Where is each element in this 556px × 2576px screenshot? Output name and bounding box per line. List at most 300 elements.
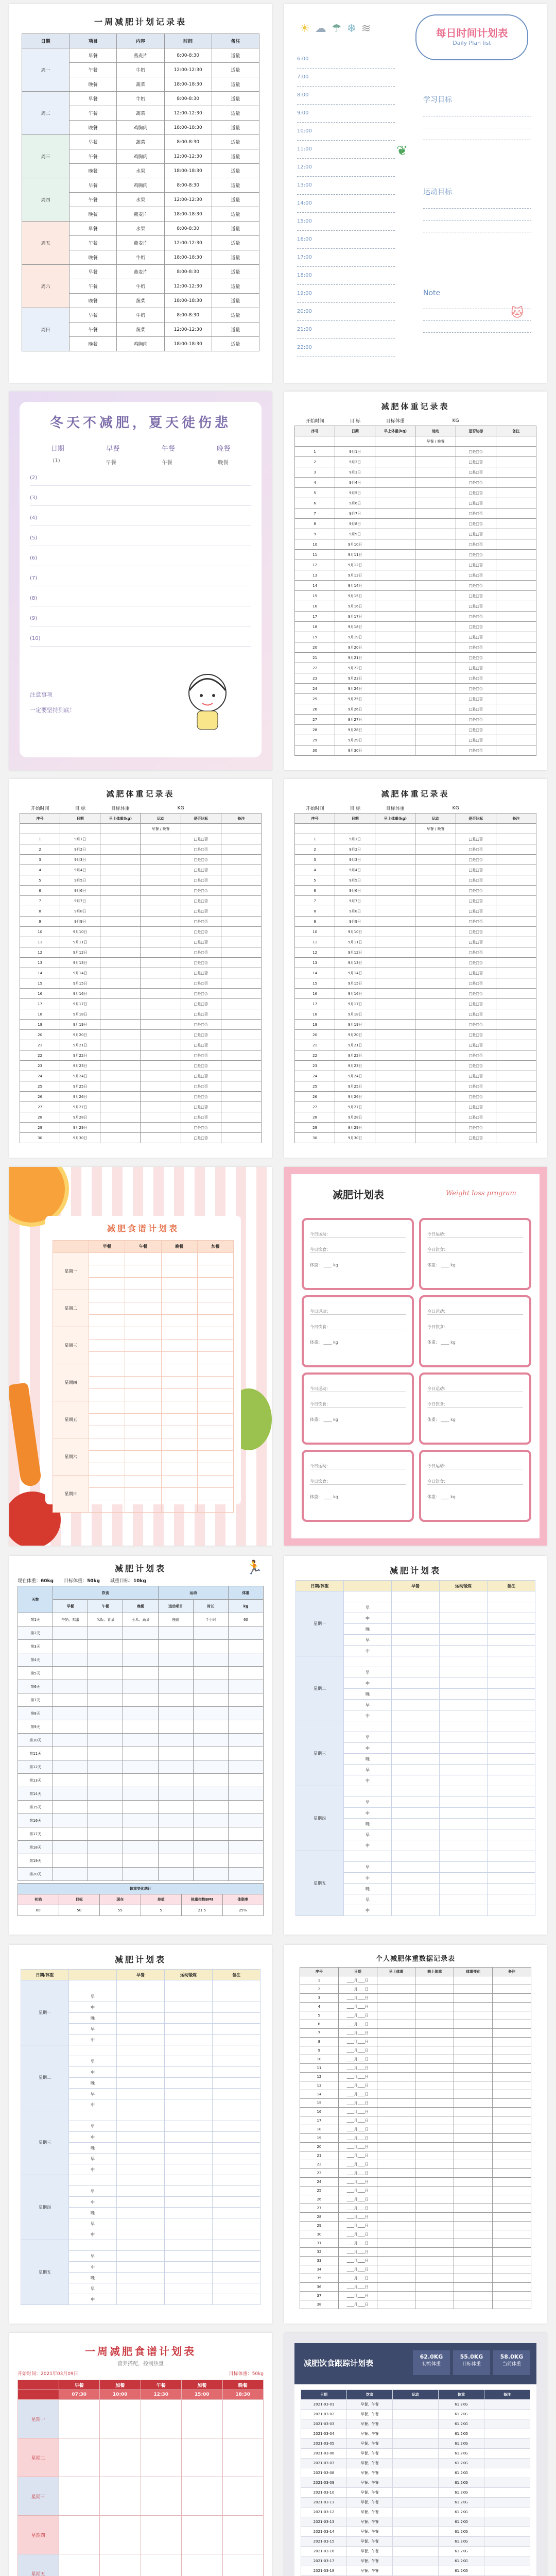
table-row: 29 9月29日 □是□否	[295, 1123, 536, 1133]
table-row: 19 9月19日 □是□否	[295, 632, 536, 642]
table-row: 19 9月19日 □是□否	[295, 1020, 536, 1030]
table-row: 11 9月11日 □是□否	[295, 937, 536, 947]
table-row: 星期五	[21, 2240, 260, 2251]
table-row: 20 9月20日 □是□否	[295, 642, 536, 653]
table-row: 5 9月5日 □是□否	[20, 875, 262, 886]
table-row: 周五 早餐 水果 8:00-8:30 适量	[22, 222, 259, 236]
table-row: 21 9月21日 □是□否	[20, 1040, 262, 1050]
table-row: 17 9月17日 □是□否	[295, 999, 536, 1009]
table-row: 16 9月16日 □是□否	[295, 989, 536, 999]
page-title: 冬天不减肥，夏天徒伤悲	[49, 415, 231, 431]
table-row: 2021-03-08 早餐、午餐 61.2KG	[301, 2468, 530, 2478]
table-row: 7 9月7日 □是□否	[295, 896, 536, 906]
table-row: 3 9月3日 □是□否	[295, 467, 536, 478]
page-title: 减肥计划表	[114, 1564, 166, 1573]
hour-row: 8:00	[297, 87, 395, 105]
table-row: 第9天	[18, 1720, 264, 1734]
table-row: 第16天	[18, 1814, 264, 1827]
page-weight-record-1	[284, 392, 547, 770]
table-row: 10 9月10日 □是□否	[20, 927, 262, 937]
table-row: 8 9月8日 □是□否	[20, 906, 262, 917]
table-row: 33 ____月____日	[300, 2257, 531, 2265]
table-row: 第2天	[18, 1626, 264, 1640]
recipe-table: 早餐 午餐 晚餐 加餐 星期一 星期二 星期三 星期四 星期五 星期六 星期日	[53, 1240, 234, 1513]
column-header: 备注	[212, 34, 259, 48]
table-row: 25 9月25日 □是□否	[295, 1081, 536, 1092]
table-row: 16 9月16日 □是□否	[20, 989, 262, 999]
table-row: 30 9月30日 □是□否	[295, 745, 536, 756]
table-row: 30 9月30日 □是□否	[20, 1133, 262, 1143]
meal-row: (6)	[30, 546, 251, 566]
page-recipe-plan-fruit	[9, 1167, 272, 1546]
weight-table: 开始时间 目 标 目标体重 KG 序号 日期 早上体重(kg) 运动 是否达标 备注 早餐 / 晚餐 1 9月1日 □是□否 2 9月2日 □是□否 3 9月3日 □是□否 4 9月4日 □是□否 5 9月5日 □是□否 6 9月6日 □是□否 7 9月7日 □是□否 8 9月8日 □是□否 9 9月9日 □是□否 10 9月10日 □是□否 11 9月11日 □是□否 12 9月12日 □是□否 13 9月13日 □是□否 14 9月14日 □是□否 15 9月15日 □是□否 16 9月16日 □是□否 17 9月17日 □是□否 18 9月18日 □是□否 19 9月19日 □是□否 20 9月20日 □是□否 21 9月21日 □是□否 22 9月22日 □是□否 23 9月23日 □是□否 24 9月24日 □是□否 25 9月25日 □是□否 26 9月26日 □是□否 27 9月27日 □是□否 28 9月28日 □是□否 29 9月29日 □是□否 30 9月30日 □是□否	[20, 803, 262, 1143]
table-row: 3 ____月____日	[300, 1994, 531, 2003]
weekly-plan-table: 日期/体重 早餐 运动锻炼 备注 星期一 早 中 晚 早 中 星期二 早 中 晚 早 中 星期三 早 中 晚 早 中 星期四 早 中 晚 早 中 星期五 早 中 晚 早 中	[296, 1580, 535, 1916]
table-row: 11 9月11日 □是□否	[20, 937, 262, 947]
table-row: 6 9月6日 □是□否	[295, 498, 536, 509]
sun-icon: ☀	[300, 22, 310, 35]
table-row: 24 ____月____日	[300, 2178, 531, 2187]
hour-row: 9:00	[297, 105, 395, 123]
table-row: 1 9月1日 □是□否	[295, 834, 536, 844]
weight-meta: 现在体重：60kg 目标体重：50kg 减重目标：10kg	[18, 1579, 146, 1584]
hour-row: 17:00	[297, 249, 395, 267]
table-row: 9 9月9日 □是□否	[20, 917, 262, 927]
table-row: 星期三	[18, 2477, 264, 2516]
table-row: 晚餐 牛奶 18:00-18:30 适量	[22, 250, 259, 265]
study-goal-line	[423, 105, 531, 116]
table-row: 28 ____月____日	[300, 2213, 531, 2222]
table-row: 晚餐 蔬菜 18:00-18:30 适量	[22, 294, 259, 308]
page-title: 减肥体重记录表	[106, 789, 175, 799]
table-row: 6 ____月____日	[300, 2020, 531, 2029]
page-weekly-recipe	[9, 2333, 272, 2576]
weekly-plan-table: 日期/体重 早餐 运动锻炼 备注 星期一 早 中 晚 早 中 星期二 早 中 晚 早 中 星期三 早 中 晚 早 中 星期四 早 中 晚 早 中 星期五 早 中 晚 早 中	[21, 1969, 260, 2305]
table-row: 24 9月24日 □是□否	[295, 1071, 536, 1081]
table-row: 星期四	[296, 1786, 535, 1797]
table-row: 25 9月25日 □是□否	[295, 694, 536, 704]
table-row: 23 9月23日 □是□否	[20, 1061, 262, 1071]
daily-plan-table: 天数 饮食 运动 体重 早餐 午餐 晚餐 运动项目 时长 kg 第1天 牛奶、鸡蛋 米饭、青菜 玉米、蔬菜 慢跑 半小时 60 第2天 第3天 第4天 第5天 第6天 第7天 第8天 第9天 第10天 第11天 第12天 第13天 第14天 第15天 第16天 第17天 第18天 第19天 第20天	[18, 1586, 264, 1881]
table-row: 周日 早餐 牛奶 8:00-8:30 适量	[22, 308, 259, 323]
column-headers: 日期 早餐 午餐 晚餐	[50, 445, 231, 453]
table-row: 2021-03-13 早餐、午餐 61.2KG	[301, 2517, 530, 2527]
table-row: 17 9月17日 □是□否	[20, 999, 262, 1009]
day-cell: 周二	[22, 92, 70, 135]
table-row: 15 9月15日 □是□否	[20, 978, 262, 989]
table-row: 2021-03-04 早餐、午餐 61.2KG	[301, 2429, 530, 2439]
table-row: 周一 早餐 燕麦片 8:00-8:30 适量	[22, 48, 259, 63]
table-row: 26 9月26日 □是□否	[295, 1092, 536, 1102]
table-row: 13 9月13日 □是□否	[295, 958, 536, 968]
table-row: 27 9月27日 □是□否	[295, 1102, 536, 1112]
weight-table: 开始时间 目 标 目标体重 KG 序号 日期 早上体重(kg) 运动 是否达标 备注 早餐 / 晚餐 1 9月1日 □是□否 2 9月2日 □是□否 3 9月3日 □是□否 4 9月4日 □是□否 5 9月5日 □是□否 6 9月6日 □是□否 7 9月7日 □是□否 8 9月8日 □是□否 9 9月9日 □是□否 10 9月10日 □是□否 11 9月11日 □是□否 12 9月12日 □是□否 13 9月13日 □是□否 14 9月14日 □是□否 15 9月15日 □是□否 16 9月16日 □是□否 17 9月17日 □是□否 18 9月18日 □是□否 19 9月19日 □是□否 20 9月20日 □是□否 21 9月21日 □是□否 22 9月22日 □是□否 23 9月23日 □是□否 24 9月24日 □是□否 25 9月25日 □是□否 26 9月26日 □是□否 27 9月27日 □是□否 28 9月28日 □是□否 29 9月29日 □是□否 30 9月30日 □是□否	[294, 803, 536, 1143]
meal-row: (8)	[30, 586, 251, 606]
hour-row: 11:00	[297, 141, 395, 159]
meal-row: (7)	[30, 566, 251, 586]
table-row: 7 9月7日 □是□否	[295, 509, 536, 519]
day-cell: 周四	[22, 178, 70, 222]
table-row: 14 9月14日 □是□否	[295, 581, 536, 591]
hour-row: 19:00	[297, 285, 395, 303]
table-row: 2021-03-07 早餐、午餐 61.2KG	[301, 2459, 530, 2468]
table-row: 5 9月5日 □是□否	[295, 488, 536, 498]
table-row: 星期四	[18, 2516, 264, 2554]
table-row: 2 9月2日 □是□否	[295, 457, 536, 467]
runner-icon: 🏃	[246, 1560, 263, 1575]
page-subtitle: 营养搭配，控制热量	[117, 2361, 164, 2367]
plan-card: 今日运动： 今日饮食： 体重： ____ kg	[302, 1218, 414, 1290]
weekly-plan-table	[22, 33, 259, 351]
table-row: 22 9月22日 □是□否	[295, 663, 536, 673]
hour-row: 22:00	[297, 339, 395, 357]
table-row: 27 9月27日 □是□否	[295, 715, 536, 725]
table-row: 第17天	[18, 1827, 264, 1841]
table-row: 星期五	[296, 1851, 535, 1862]
plan-card: 今日运动： 今日饮食： 体重： ____ kg	[419, 1372, 531, 1445]
table-row: 2 9月2日 □是□否	[295, 844, 536, 855]
table-row: 29 9月29日 □是□否	[295, 735, 536, 745]
table-row: 7 ____月____日	[300, 2029, 531, 2038]
page-title: 减肥体重记录表	[381, 789, 450, 799]
table-row: 19 9月19日 □是□否	[20, 1020, 262, 1030]
table-row: 16 ____月____日	[300, 2108, 531, 2116]
table-row: 16 9月16日 □是□否	[295, 601, 536, 612]
table-row: 2021-03-11 早餐、午餐 61.2KG	[301, 2498, 530, 2507]
plan-card: 今日运动： 今日饮食： 体重： ____ kg	[302, 1295, 414, 1367]
table-row: 28 9月28日 □是□否	[20, 1112, 262, 1123]
carrot-icon	[9, 1382, 42, 1487]
table-row: 12 9月12日 □是□否	[295, 947, 536, 958]
table-row: 6 9月6日 □是□否	[295, 886, 536, 896]
table-row: 午餐 水果 12:00-12:30 适量	[22, 193, 259, 207]
table-row: 11 ____月____日	[300, 2064, 531, 2073]
table-row: 4 ____月____日	[300, 2003, 531, 2011]
weather-icons	[300, 22, 371, 35]
hour-row: 6:00	[297, 50, 395, 69]
table-row: 19 ____月____日	[300, 2134, 531, 2143]
stat-box: 55.0KG 目标体重	[453, 2350, 490, 2375]
table-row: 晚餐 鸡胸肉 18:00-18:30 适量	[22, 337, 259, 351]
table-row: 2021-03-17 早餐、午餐 61.2KG	[301, 2556, 530, 2566]
table-row: 晚餐 燕麦片 18:00-18:30 适量	[22, 207, 259, 222]
page-weight-record-2	[9, 779, 272, 1158]
table-row: 13 9月13日 □是□否	[295, 570, 536, 581]
table-row: 3 9月3日 □是□否	[295, 855, 536, 865]
table-row: 8 9月8日 □是□否	[295, 519, 536, 529]
table-row: 15 9月15日 □是□否	[295, 978, 536, 989]
table-row: 9 9月9日 □是□否	[295, 917, 536, 927]
table-row: 29 9月29日 □是□否	[20, 1123, 262, 1133]
table-row: 星期日	[53, 1476, 234, 1488]
hour-row: 13:00	[297, 177, 395, 195]
table-row: 4 9月4日 □是□否	[295, 865, 536, 875]
table-row: 星期五	[18, 2554, 264, 2576]
table-row: 18 9月18日 □是□否	[295, 622, 536, 632]
table-row: 11 9月11日 □是□否	[295, 550, 536, 560]
page-subtitle: Weight loss program	[446, 1190, 516, 1197]
page-title: 减肥计划表	[333, 1189, 384, 1201]
table-row: 10 9月10日 □是□否	[295, 927, 536, 937]
meal-row: (3)	[30, 486, 251, 506]
table-row: 13 9月13日 □是□否	[20, 958, 262, 968]
plan-card: 今日运动： 今日饮食： 体重： ____ kg	[419, 1295, 531, 1367]
table-row: 第14天	[18, 1787, 264, 1801]
stat-box: 58.0KG 当前体重	[493, 2350, 530, 2375]
table-row: 17 9月17日 □是□否	[295, 612, 536, 622]
page-title: 一周减肥计划记录表	[94, 17, 187, 27]
table-row: 星期一	[53, 1253, 234, 1265]
table-row: 21 9月21日 □是□否	[295, 1040, 536, 1050]
girl-illustration-icon	[179, 670, 236, 732]
cloud-icon: ☁	[315, 22, 326, 35]
table-row: 21 ____月____日	[300, 2151, 531, 2160]
table-row: 第10天	[18, 1734, 264, 1747]
column-header: 内容	[117, 34, 164, 48]
table-row: 午餐 蔬菜 12:00-12:30 适量	[22, 106, 259, 121]
table-row: 星期四	[21, 2175, 260, 2186]
table-row: 星期二	[53, 1290, 234, 1302]
table-row: 7 9月7日 □是□否	[20, 896, 262, 906]
hour-row: 15:00	[297, 213, 395, 231]
table-row: 星期一	[18, 2400, 264, 2438]
leaf-icon: ❦	[396, 143, 408, 159]
table-row: 18 9月18日 □是□否	[295, 1009, 536, 1020]
table-row: 星期二	[296, 1656, 535, 1667]
page-title: 减肥计划表	[389, 1566, 441, 1575]
table-row: 2021-03-03 早餐、午餐 61.2KG	[301, 2419, 530, 2429]
table-row: 2021-03-16 早餐、午餐 61.2KG	[301, 2547, 530, 2556]
page-plan-cards	[284, 1167, 547, 1546]
hour-row: 12:00	[297, 159, 395, 177]
column-header: 项目	[70, 34, 117, 48]
table-row: 29 ____月____日	[300, 2222, 531, 2230]
table-row: 34 ____月____日	[300, 2265, 531, 2274]
notes-label: 注意事项	[30, 691, 53, 698]
stat-box: 62.0KG 初始体重	[413, 2350, 450, 2375]
table-row: 5 9月5日 □是□否	[295, 875, 536, 886]
table-row: 25 9月25日 □是□否	[20, 1081, 262, 1092]
hour-column	[297, 50, 395, 357]
page-title: 减肥饮食跟踪计划表	[304, 2359, 374, 2368]
table-row: 8 9月8日 □是□否	[295, 906, 536, 917]
table-row: 第15天	[18, 1801, 264, 1814]
table-row: 9 ____月____日	[300, 2046, 531, 2055]
table-row: 9 9月9日 □是□否	[295, 529, 536, 539]
plan-card: 今日运动： 今日饮食： 体重： ____ kg	[302, 1450, 414, 1522]
recipe-meta: 开始时间：2021年03月09日 目标体重：50kg	[18, 2371, 264, 2377]
page-plan-30days	[9, 1556, 272, 1935]
hour-row: 10:00	[297, 123, 395, 141]
table-row: 36 ____月____日	[300, 2283, 531, 2292]
table-row: 28 9月28日 □是□否	[295, 725, 536, 735]
table-row: 2 ____月____日	[300, 1985, 531, 1994]
column-header: 日期	[22, 34, 70, 48]
table-row: 周二 早餐 牛奶 8:00-8:30 适量	[22, 92, 259, 106]
table-row: 2021-03-02 早餐、午餐 61.2KG	[301, 2410, 530, 2419]
table-row: 晚餐 鸡胸肉 18:00-18:30 适量	[22, 121, 259, 135]
table-row: 午餐 蔬菜 12:00-12:30 适量	[22, 323, 259, 337]
day-cell: 周六	[22, 265, 70, 308]
table-row: 35 ____月____日	[300, 2274, 531, 2283]
table-row: 第12天	[18, 1760, 264, 1774]
table-row: 25 ____月____日	[300, 2187, 531, 2195]
table-row: 14 9月14日 □是□否	[295, 968, 536, 978]
table-row: 38 ____月____日	[300, 2300, 531, 2309]
table-row: 23 9月23日 □是□否	[295, 673, 536, 684]
table-row: 第1天 牛奶、鸡蛋 米饭、青菜 玉米、蔬菜 慢跑 半小时 60	[18, 1613, 264, 1626]
table-row: 星期二	[21, 2045, 260, 2056]
recipe-table: 早餐 加餐 午餐 加餐 晚餐 07:30 10:00 12:30 15:00 18:30 星期一 星期二 星期三 星期四 星期五	[18, 2380, 264, 2576]
page-title: 减肥食谱计划表	[107, 1224, 179, 1233]
table-row: 22 9月22日 □是□否	[20, 1050, 262, 1061]
note-label: Note	[423, 289, 441, 297]
table-row: 30 9月30日 □是□否	[295, 1133, 536, 1143]
table-row: 23 9月23日 □是□否	[295, 1061, 536, 1071]
page-title: 一周减肥食谱计划表	[85, 2345, 196, 2358]
table-row: 31 ____月____日	[300, 2239, 531, 2248]
table-row: 星期一	[21, 1980, 260, 1991]
table-row: 13 ____月____日	[300, 2081, 531, 2090]
page-title: 减肥计划表	[114, 1955, 166, 1964]
table-row: 12 9月12日 □是□否	[295, 560, 536, 570]
meal-row: (4)	[30, 506, 251, 526]
wind-icon: ≋	[361, 22, 371, 35]
table-row: 2 9月2日 □是□否	[20, 844, 262, 855]
weight-data-table: 序号 日期 早上体重 晚上体重 体重变化 备注 1 ____月____日 2 ____月____日 3 ____月____日 4 ____月____日 5 ____月____日 6 ____月____日 7 ____月____日 8 ____月____日 9 ____月____日 10 ____月____日 11 ____月____日 12 ____月____日 13 ____月____日 14 ____月____日 15 ____月____日 16 ____月____日 17 ____月____日 18 ____月____日 19 ____月____日 20 ____月____日 21 ____月____日 22 ____月____日 23 ____月____日 24 ____月____日 25 ____月____日 26 ____月____日 27 ____月____日 28 ____月____日 29 ____月____日 30 ____月____日 31 ____月____日 32 ____月____日 33 ____月____日 34 ____月____日 35 ____月____日 36 ____月____日 37 ____月____日 38 ____月____日	[300, 1967, 531, 2309]
persist-label: 一定要坚持到底！	[30, 707, 75, 714]
tracking-table: 日期 饮食 运动 体重 备注 2021-03-01 早餐、午餐 61.2KG 2021-03-02 早餐、午餐 61.2KG 2021-03-03 早餐、午餐 61.2KG 2021-03-04 早餐、午餐 61.2KG 2021-03-05 早餐、午餐 61.2KG 2021-03-06 早餐、午餐 61.2KG 2021-03-07 早餐、午餐 61.2KG 2021-03-08 早餐、午餐 61.2KG 2021-03-09 早餐、午餐 61.2KG 2021-03-10 早餐、午餐 61.2KG 2021-03-11 早餐、午餐 61.2KG 2021-03-12 早餐、午餐 61.2KG 2021-03-13 早餐、午餐 61.2KG 2021-03-14 早餐、午餐 61.2KG 2021-03-15 早餐、午餐 61.2KG 2021-03-16 早餐、午餐 61.2KG 2021-03-17 早餐、午餐 61.2KG 2021-03-18 早餐、午餐 61.2KG	[301, 2389, 530, 2576]
table-row: 第8天	[18, 1707, 264, 1720]
table-row: 28 9月28日 □是□否	[295, 1112, 536, 1123]
page-plan-weekly-2	[9, 1945, 272, 2324]
table-row: 2021-03-15 早餐、午餐 61.2KG	[301, 2537, 530, 2547]
summary-table: 体重变化统计 初始 目标 现在 差值 体重指数BMI 体脂率 60 50 55 5 21.5 25%	[18, 1883, 264, 1916]
table-row: 1 9月1日 □是□否	[295, 447, 536, 457]
table-row: 20 ____月____日	[300, 2143, 531, 2151]
plan-card: 今日运动： 今日饮食： 体重： ____ kg	[302, 1372, 414, 1445]
table-row: 第11天	[18, 1747, 264, 1760]
table-row: 30 ____月____日	[300, 2230, 531, 2239]
day-cell: 周三	[22, 135, 70, 178]
table-row: 15 9月15日 □是□否	[295, 591, 536, 601]
table-row: 1 9月1日 □是□否	[20, 834, 262, 844]
table-row: 26 ____月____日	[300, 2195, 531, 2204]
table-row: 17 ____月____日	[300, 2116, 531, 2125]
hour-row: 20:00	[297, 303, 395, 321]
table-row: 20 9月20日 □是□否	[20, 1030, 262, 1040]
table-row: 午餐 牛奶 12:00-12:30 适量	[22, 279, 259, 294]
table-row: 第6天	[18, 1680, 264, 1693]
table-row: 27 9月27日 □是□否	[20, 1102, 262, 1112]
table-row: 10 ____月____日	[300, 2055, 531, 2064]
table-row: 2021-03-10 早餐、午餐 61.2KG	[301, 2488, 530, 2498]
snow-icon: ❄	[346, 22, 356, 35]
table-row: 10 9月10日 □是□否	[295, 539, 536, 550]
table-row: 午餐 鸡胸肉 12:00-12:30 适量	[22, 149, 259, 164]
day-cell: 周日	[22, 308, 70, 351]
table-row: 2021-03-05 早餐、午餐 61.2KG	[301, 2439, 530, 2449]
meal-row: (10)	[30, 626, 251, 647]
meal-row: (9)	[30, 606, 251, 626]
page-weight-record-3	[284, 779, 547, 1158]
table-row: 3 9月3日 □是□否	[20, 855, 262, 865]
table-row: 22 ____月____日	[300, 2160, 531, 2169]
table-row: 5 ____月____日	[300, 2011, 531, 2020]
table-row: 14 9月14日 □是□否	[20, 968, 262, 978]
table-row: 周三 早餐 蔬菜 8:00-8:30 适量	[22, 135, 259, 149]
table-row: 1 ____月____日	[300, 1976, 531, 1985]
table-row: 午餐 燕麦片 12:00-12:30 适量	[22, 236, 259, 250]
sport-goal-label: 运动目标	[423, 188, 452, 196]
table-row: 24 9月24日 □是□否	[20, 1071, 262, 1081]
page-personal-weight-data	[284, 1945, 547, 2324]
hour-row: 14:00	[297, 195, 395, 213]
table-row: 22 9月22日 □是□否	[295, 1050, 536, 1061]
table-row: 第13天	[18, 1774, 264, 1787]
table-row: 晚餐 水果 18:00-18:30 适量	[22, 164, 259, 178]
table-row: 星期三	[53, 1327, 234, 1340]
hour-row: 21:00	[297, 321, 395, 339]
table-row: 26 9月26日 □是□否	[295, 704, 536, 715]
table-row: 第18天	[18, 1841, 264, 1854]
title-bubble	[415, 14, 528, 60]
plan-card: 今日运动： 今日饮食： 体重： ____ kg	[419, 1450, 531, 1522]
table-row: 星期一	[296, 1591, 535, 1602]
page-plan-weekly-1	[284, 1556, 547, 1935]
table-row: 2021-03-09 早餐、午餐 61.2KG	[301, 2478, 530, 2488]
meal-row: (5)	[30, 526, 251, 546]
table-row: 2021-03-12 早餐、午餐 61.2KG	[301, 2507, 530, 2517]
table-row: 第4天	[18, 1653, 264, 1667]
column-header: 时间	[164, 34, 212, 48]
table-row: 星期三	[21, 2110, 260, 2121]
day-cell: 周一	[22, 48, 70, 92]
page-title: 个人减肥体重数据记录表	[375, 1955, 455, 1963]
table-row: 第20天	[18, 1868, 264, 1881]
table-row: 2021-03-14 早餐、午餐 61.2KG	[301, 2527, 530, 2537]
meal-row: (2)	[30, 466, 251, 486]
page-subtitle: Daily Plan list	[453, 40, 491, 46]
table-row: 晚餐 蔬菜 18:00-18:30 适量	[22, 77, 259, 92]
table-row: 周四 早餐 鸡胸肉 8:00-8:30 适量	[22, 178, 259, 193]
plan-card: 今日运动： 今日饮食： 体重： ____ kg	[419, 1218, 531, 1290]
hour-row: 7:00	[297, 69, 395, 87]
table-row: 23 ____月____日	[300, 2169, 531, 2178]
weight-table: 开始时间 目 标 目标体重 KG 序号 日期 早上体重(kg) 运动 是否达标 备注 早餐 / 晚餐 1 9月1日 □是□否 2 9月2日 □是□否 3 9月3日 □是□否 4 9月4日 □是□否 5 9月5日 □是□否 6 9月6日 □是□否 7 9月7日 □是□否 8 9月8日 □是□否 9 9月9日 □是□否 10 9月10日 □是□否 11 9月11日 □是□否 12 9月12日 □是□否 13 9月13日 □是□否 14 9月14日 □是□否 15 9月15日 □是□否 16 9月16日 □是□否 17 9月17日 □是□否 18 9月18日 □是□否 19 9月19日 □是□否 20 9月20日 □是□否 21 9月21日 □是□否 22 9月22日 □是□否 23 9月23日 □是□否 24 9月24日 □是□否 25 9月25日 □是□否 26 9月26日 □是□否 27 9月27日 □是□否 28 9月28日 □是□否 29 9月29日 □是□否 30 9月30日 □是□否	[294, 416, 536, 756]
table-row: 18 9月18日 □是□否	[20, 1009, 262, 1020]
table-row: 星期二	[18, 2438, 264, 2477]
sport-goal-line	[423, 197, 531, 209]
table-row: 4 9月4日 □是□否	[295, 478, 536, 488]
table-row: 午餐 牛奶 12:00-12:30 适量	[22, 63, 259, 77]
table-row: 26 9月26日 □是□否	[20, 1092, 262, 1102]
table-row: 32 ____月____日	[300, 2248, 531, 2257]
page-title: 减肥体重记录表	[381, 402, 450, 411]
table-row: 6 9月6日 □是□否	[20, 886, 262, 896]
table-row: 2021-03-01 早餐、午餐 61.2KG	[301, 2400, 530, 2410]
table-row: 星期三	[296, 1721, 535, 1732]
page-daily-time-plan	[284, 4, 547, 383]
table-row: 星期六	[53, 1438, 234, 1451]
table-row: 2021-03-06 早餐、午餐 61.2KG	[301, 2449, 530, 2459]
table-row: 12 9月12日 □是□否	[20, 947, 262, 958]
table-row: 2021-03-18 早餐、午餐 61.2KG	[301, 2566, 530, 2576]
table-row: 14 ____月____日	[300, 2090, 531, 2099]
page-weekly-plan-record	[9, 4, 272, 383]
table-row: 周六 早餐 燕麦片 8:00-8:30 适量	[22, 265, 259, 279]
table-row: 20 9月20日 □是□否	[295, 1030, 536, 1040]
